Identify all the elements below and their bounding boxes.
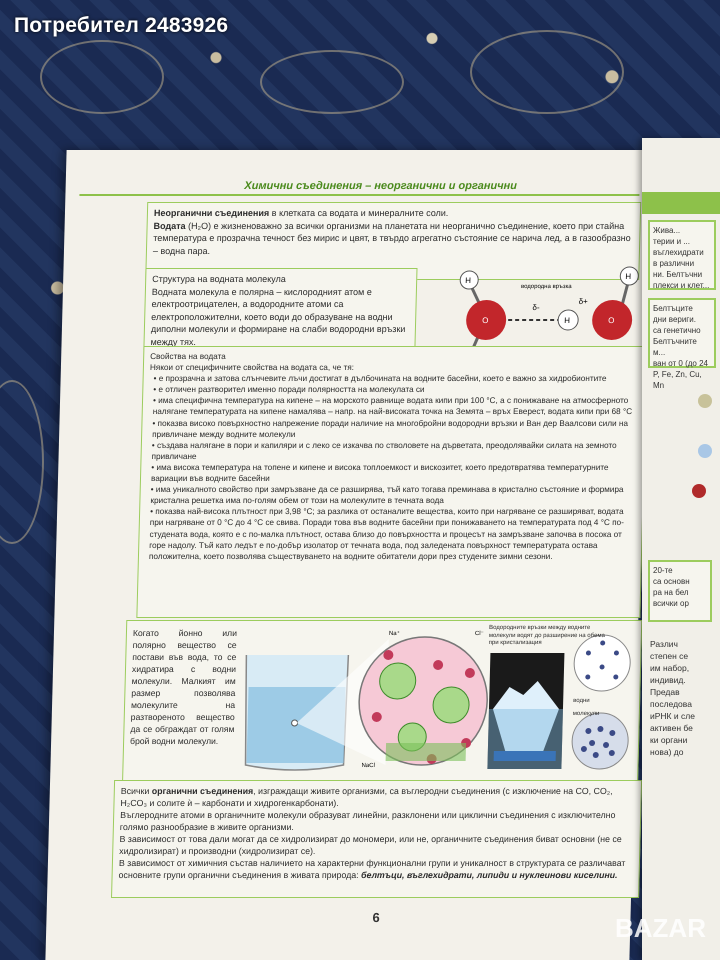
properties-lead: Някои от специфичните свойства на водата са, че тя: [149,363,355,373]
carpet-pattern [40,40,164,114]
right-text: плекси и клет... [653,281,710,290]
right-text: иРНК и сле [650,711,695,721]
property-item: • създава налягане в пори и капиляри и с леко се изкачва по стволовете на дърветата, преодолявайки силата на земното привличане [151,440,617,461]
ion-label: Na⁺ [388,631,400,637]
organic-groups: белтъци, въглехидрати, липиди и нуклеинови киселини. [360,870,618,880]
o-label: O [608,316,615,325]
ion-label: NaCl [361,763,375,769]
right-text: са генетично [653,326,701,335]
right-text: нова) до [650,747,684,757]
textbook-page [45,150,650,960]
h-label: H [564,316,571,325]
amino-dot [698,444,712,458]
property-item: • е отличен разтворител именно поради полярността на молекулата си [153,385,425,395]
delta-plus-label: δ+ [578,297,588,306]
right-text: последова [650,699,692,709]
page-header: Химични съединения – неорганични и органични [244,180,518,192]
right-text: ни. Белтъчни [653,270,703,279]
hydration-box [122,620,642,782]
right-page [642,138,720,960]
user-watermark: Потребител 2483926 [14,14,229,37]
right-text: са основн [653,577,690,586]
right-text: индивид. [650,675,686,685]
liquid-water [571,713,628,769]
organic-text: Въглеродните атоми в органичните молекули образуват линейни, разклонени или циклични съединения с изключително голямо разнообразие в живите организми. [119,810,616,832]
structure-box [143,268,417,350]
ice-molecules-label: водни молекули [572,698,600,717]
carpet-pattern [0,380,44,544]
ice-caption: Водородните връзки между водните молекули водят до разширение на обема при кристализация [488,625,605,646]
page-number: 6 [372,910,380,925]
right-text: Белтъчните м... [653,337,697,357]
amino-dot [698,394,712,408]
header-divider [79,194,639,196]
right-text: дни вериги. [653,315,696,324]
organic-text: Всички [120,786,152,796]
right-text: им набор, [650,663,690,673]
right-text: въглехидрати [653,248,704,257]
right-text: ван от 0 (до 24 [653,359,708,368]
right-text: ра на бел [653,588,689,597]
h-label: H [465,276,472,285]
properties-heading: Свойства на водата [150,352,226,361]
right-text: активен бе [650,723,693,733]
property-item: • показва високо повърхностно напрежение поради наличие на многобройни водородни връзки и Ван дер Ваалсови сили на привличане между водните молекули [152,418,629,439]
right-page-box [648,298,716,390]
right-text: ки органи [650,735,688,745]
property-item: • има специфична температура на кипене – на морското равнище водата кипи при 100 °C, а с понижаване на атмосферното налягане температурата на кипене намалява – напр. на най-високата точка на Земята – връх Еверест, водата кипи при 68 °C [152,396,633,417]
bazar-logo: BAZAR [615,913,706,943]
right-text: Жива... [653,226,681,235]
hydration-text: Когато йонно или полярно вещество се постави във вода, то се хидратира с водни молекули. Малкият им размер позволява молекулите на разтвореното вещество да се обграждат от голям брой водни молекули. [129,628,238,746]
right-text: терии и ... [653,237,690,246]
right-text: Предав [650,687,680,697]
organic-text: В зависимост от това дали могат да се хидролизират до мономери, или не, органичните съединения биват основни (не се хидролизират) и производни (хидролизират се). [119,834,622,856]
right-text-block [650,638,695,758]
organic-bold: органични съединения [151,786,254,796]
o-label: O [482,316,489,325]
right-text: 20-те [653,566,673,575]
organic-box [111,780,642,898]
amino-dot [692,484,706,498]
carpet-pattern [470,30,624,114]
properties-box [136,346,647,618]
water-bold: Водата [153,220,186,231]
right-page-header-strip [642,192,720,214]
right-text: в различни [653,259,695,268]
ion-label: Cl⁻ [474,631,484,637]
delta-minus-label: δ- [532,303,540,312]
right-text: P, Fe, Zn, Cu, Mn [653,370,702,390]
h-label: H [625,272,632,281]
hbond-label: водородна връзка [520,284,572,290]
property-item: • показва най-висока плътност при 3,98 °C; за разлика от останалите вещества, които при нагряване се разширяват, водата при нагряване от 0 °C до 4 °C се свива. Поради това във водните басейни при понижаването на температурата под 4 °C по-студената вода, която е с по-малка плътност, остава близо до повърхността и процесът на замръзване започва в посока от горе надолу. Тъй като ледът е по-добър изолатор от течната вода, под заледената повърхност температурата остава положителна, което позволява съществуването на водните обитатели дори през студените зимни сезони. [148,507,624,561]
intro-text: в клетката са водата и минералните соли. [269,208,449,218]
property-item: • има уникалното свойство при замръзване да се разширява, тъй като тогава преминава в кристално състояние и формира кристална решетка има по-голям обем от този на молекулите в течната вода [150,485,624,506]
intro-bold: Неорганични съединения [153,208,270,218]
right-text: степен се [650,651,689,661]
right-text: всички ор [653,599,689,608]
water-text: (H₂O) е жизненоважно за всички организми на планетата ни неорганично съединение, което при стайна температура е прозрачна течност без мирис и цвят, в твърдо агрегатно състояние се нарича лед, а в газообразно – водна пара. [152,220,631,256]
right-page-box [648,560,712,622]
right-text: Белтъците [653,304,693,313]
property-item: • има висока температура на топене и кипене и висока топлоемкост и вискозитет, което предотвратява температурните вариации във водните басейни [150,462,609,484]
right-text: Различ [650,639,678,649]
carpet-pattern [260,50,404,114]
right-page-box [648,220,716,290]
organic-text: , изграждащи живите организми, са въглеродни съединения (с изключение на CO, CO₂, H₂CO₃ и солите ѝ – карбонати и хидрогенкарбонати). [120,786,613,808]
structure-heading: Структура на водната молекула [152,274,286,284]
property-item: • е прозрачна и затова слънчевите лъчи достигат в дълбочината на водните басейни, което е важно за хидробионтите [153,374,607,384]
structure-text: Водната молекула е полярна – кислородният атом е електроотрицателен, а водородните атоми са електроположителни, което води до образуване на водни диполни молекули и формиране на слаби водородни връзки между тях. [150,286,406,347]
organic-text: В зависимост от химичния състав наличието на характерни функционални групи и уникалност в структурата се различават основните групи органични съединения в живата природа: [118,858,626,880]
